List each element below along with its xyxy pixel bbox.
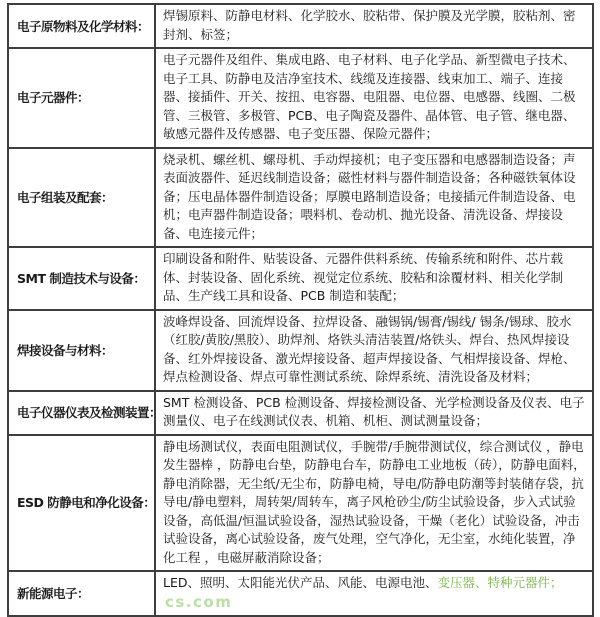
table-row (8, 435, 593, 572)
table-row (8, 4, 593, 48)
table-body (8, 4, 593, 616)
items-text: 烧录机、螺丝机、螺母机、手动焊接机；电子变压器和电感器制造设备；声表面波器件、延迟线制造设备；磁性材料与器件制造设备；各种磁铁氧体设备；压电晶体器件制造设备；厚膜电路制造设备；电接插元件制造设备、电机；电声器件制造设备；喂料机、卷动机、抛光设备、清洗设备、焊接设备、电连接元件； (163, 151, 576, 241)
items-cell (155, 435, 593, 572)
category-cell: 电子组装及配套： (8, 148, 155, 248)
table-row (8, 391, 593, 435)
table-row (8, 148, 593, 248)
items-text: 印刷设备和附件、贴装设备、元器件供料系统、传输系统和附件、芯片载体、封装设备、固化系统、视觉定位系统、胶粘和涂覆材料、相关化学制品、生产线工具和设备、PCB 制造和装配； (163, 251, 564, 303)
items-text: SMT 检测设备、PCB 检测设备、焊接检测设备、光学检测设备及仪表、电子测量仪、电子在线测试仪表、机箱、机柜、测试测量设备； (163, 394, 585, 428)
category-cell: 电子元器件： (8, 48, 155, 148)
watermark-text: cs.com (165, 592, 233, 611)
table-row (8, 48, 593, 148)
items-cell (155, 48, 593, 148)
category-cell: 新能源电子： (8, 571, 155, 616)
table-row (8, 310, 593, 391)
category-cell: SMT 制造技术与设备： (8, 247, 155, 310)
items-text: 变压器、特种元器件； (437, 575, 563, 590)
category-cell: ESD 防静电和净化设备： (8, 435, 155, 572)
items-cell (155, 310, 593, 391)
category-cell: 焊接设备与材料： (8, 310, 155, 391)
items-text: 波峰焊设备、回流焊设备、拉焊设备、融锡锅/锡膏/锡线/ 锡条/锡球、胶水（红胶/黄胶/黑胶）、助焊剂、烙铁头清洁装置/烙铁头、焊台、热风焊接设备、红外焊接设备、激光焊接设备、超声焊接设备、气相焊接设备、焊枪、焊点检测设备、焊点可靠性测试系统、除焊系统、清洗设备及材料； (163, 313, 576, 384)
items-cell (155, 571, 593, 616)
items-text: 静电场测试仪，表面电阻测试仪，手腕带/手腕带测试仪，综合测试仪 ，静电发生器棒 ，防静电台垫，防静电台车，防静电工业地板（砖），防静电面料，静电消除器，无尘纸/无尘布，防静电椅，导电/防静电防潮等封装储存袋，抗导电/静电塑料，周转架/周转车，离子风枪砂尘/防尘试验设备，步入式试验设备，高低温/恒温试验设备，湿热试验设备，干燥（老化）试验设备，冲击试验设备，离心试验设备，废气处理，空气净化，无尘室，水纯化装置，净化工程 ，电磁屏蔽消除设备； (163, 438, 586, 565)
category-cell: 电子原物料及化学材料： (8, 4, 155, 48)
exhibit-categories-table (7, 3, 594, 617)
table-row (8, 571, 593, 616)
table-row (8, 247, 593, 310)
items-text: 焊锡原料、防静电材料、化学胶水、胶粘带、保护膜及光学膜，胶粘剂、密封剂、标签； (163, 8, 576, 42)
items-cell (155, 148, 593, 248)
items-text: 电子元器件及组件、集成电路、电子材料、电子化学品、新型微电子技术、电子工具、防静电及洁净室技术、线缆及连接器、线束加工、端子、连接器、接插件、开关、按扭、电容器、电阻器、电位器、电感器、线圈、二极管、三极管、多极管、PCB、电子陶瓷及器件、晶体管、电子管、继电器、敏感元器件及传感器、电子变压器、保险元器件； (163, 52, 576, 141)
items-text: LED、照明、太阳能光伏产品、风能、电源电池、 (163, 575, 438, 590)
category-cell: 电子仪器仪表及检测装置： (8, 391, 155, 435)
items-cell (155, 391, 593, 435)
items-cell (155, 4, 593, 48)
items-cell (155, 247, 593, 310)
